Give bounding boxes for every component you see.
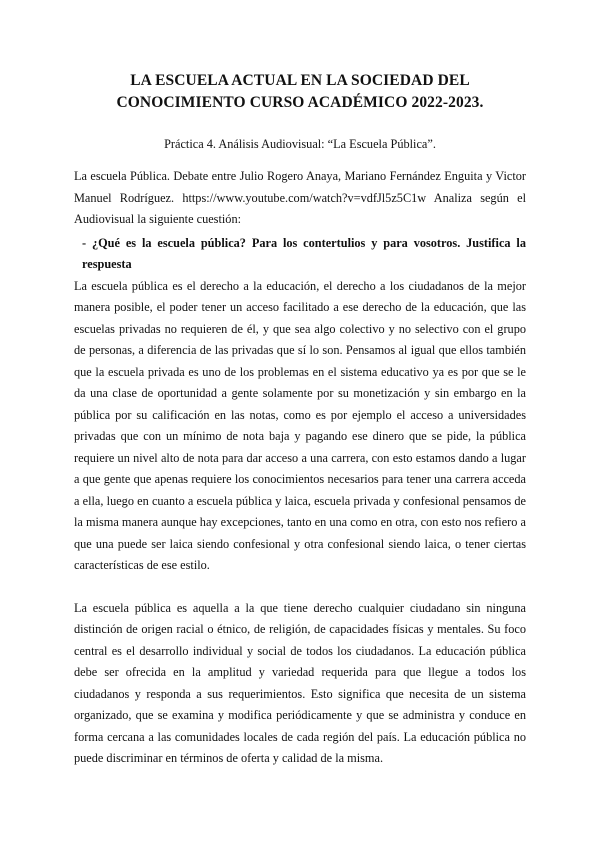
document-title — [74, 70, 526, 114]
body-paragraph-1: La escuela pública es el derecho a la educación, el derecho a los ciudadanos de la mejor manera posible, el poder tener un acceso facilitado a ese derecho de la educación, que las escuelas privadas no requieren de él, y que sea algo colectivo y no selectivo con el grupo de personas, a diferencia de las privadas que sí lo son. Pensamos al igual que ellos también que la escuela privada es uno de los problemas en el sistema educativo ya es por que se le da una clase de oportunidad a gente solamente por su monetización y sin embargo en la pública por su calificación en las notas, como es por ejemplo el acceso a universidades privadas que con un mínimo de nota baja y pagando ese dinero que se pide, la pública requiere un nivel alto de nota para dar acceso a una carrera, con esto estamos dando a lugar a que gente que apenas requiere los conocimientos necesarios para tener una carrera acceda a ella, luego en cuanto a escuela pública y laica, escuela privada y confesional pensamos de la misma manera aunque hay excepciones, tanto en una como en otra, con esto nos refiero a que una puede ser laica siendo confesional y otra confesional siendo laica, o tener ciertas características de ese estilo. — [74, 278, 526, 572]
title-line-2: CONOCIMIENTO CURSO ACADÉMICO 2022-2023. — [116, 94, 484, 111]
question-heading: - ¿Qué es la escuela pública? Para los contertulios y para vosotros. Justifica la respuesta — [82, 235, 526, 271]
title-line-1: LA ESCUELA ACTUAL EN LA SOCIEDAD DEL — [130, 72, 470, 89]
intro-paragraph: La escuela Pública. Debate entre Julio Rogero Anaya, Mariano Fernández Enguita y Victor Manuel Rodríguez. https://www.youtube.com/watch?v=vdfJl5z5C1w Analiza según el Audiovisual la siguiente cuestión: — [74, 169, 526, 226]
body-paragraph-2: La escuela pública es aquella a la que tiene derecho cualquier ciudadano sin ninguna distinción de origen racial o étnico, de religión, de capacidades físicas y mentales. Su foco central es el desarrollo individual y social de todos los ciudadanos. La educación pública debe ser ofrecida en la amplitud y variedad requerida para que llegue a todos los ciudadanos y responda a sus requerimientos. Esto significa que necesita de un sistema organizado, que se examina y modifica periódicamente y que se administra y conduce en forma cercana a las comunidades locales de cada región del país. La educación pública no puede discriminar en términos de oferta y calidad de la misma. — [74, 600, 526, 765]
document-subtitle: Práctica 4. Análisis Audiovisual: “La Escuela Pública”. — [164, 137, 436, 151]
